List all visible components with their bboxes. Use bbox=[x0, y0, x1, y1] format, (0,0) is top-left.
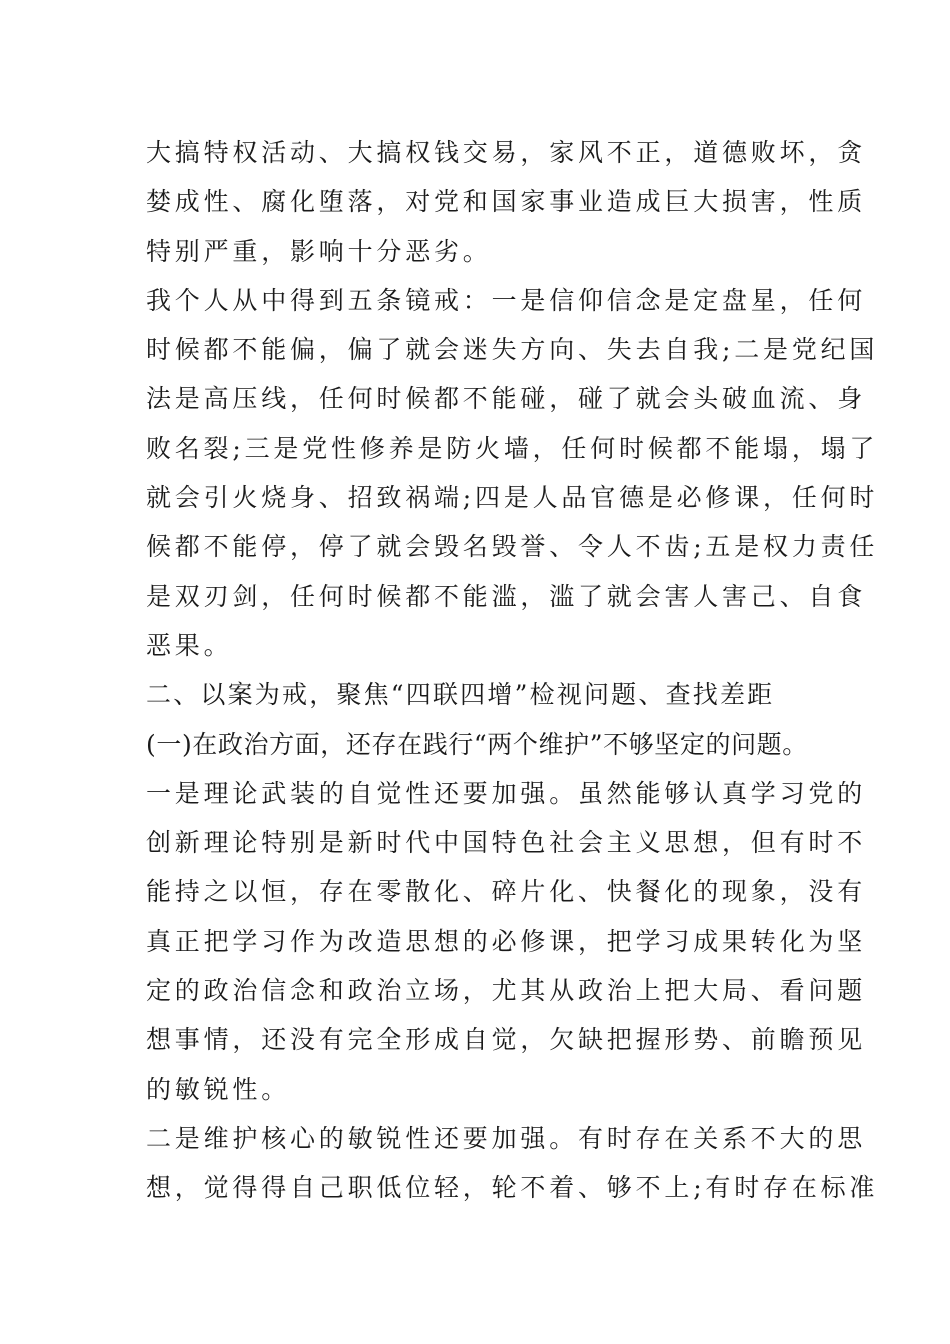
text-line: 大搞特权活动、大搞权钱交易，家风不正，道德败坏，贪 bbox=[146, 138, 867, 167]
text-line: 定的政治信念和政治立场，尤其从政治上把大局、看问题 bbox=[146, 976, 867, 1006]
text-line: 就会引火烧身、招致祸端;四是人品官德是必修课，任何时 bbox=[146, 483, 879, 513]
subsection-heading: (一)在政治方面，还存在践行“两个维护”不够坚定的问题。 bbox=[146, 729, 808, 759]
text-line: 是双刃剑，任何时候都不能滥，滥了就会害人害己、自食 bbox=[146, 581, 867, 611]
text-line: 二是维护核心的敏锐性还要加强。有时存在关系不大的思 bbox=[146, 1123, 867, 1153]
text-line: 婪成性、腐化堕落，对党和国家事业造成巨大损害，性质 bbox=[146, 187, 867, 217]
text-line: 想，觉得得自己职低位轻，轮不着、够不上;有时存在标准 bbox=[146, 1173, 879, 1203]
text-line: 败名裂;三是党性修养是防火墙，任何时候都不能塌，塌了 bbox=[146, 433, 879, 463]
text-line: 真正把学习作为改造思想的必修课，把学习成果转化为坚 bbox=[146, 926, 867, 956]
text-line: 特别严重，影响十分恶劣。 bbox=[146, 236, 492, 266]
text-line: 一是理论武装的自觉性还要加强。虽然能够认真学习党的 bbox=[146, 778, 867, 808]
text-line: 我个人从中得到五条镜戒：一是信仰信念是定盘星，任何 bbox=[146, 285, 867, 315]
section-heading: 二、以案为戒，聚焦“四联四增”检视问题、查找差距 bbox=[146, 680, 775, 710]
text-line: 的敏锐性。 bbox=[146, 1074, 291, 1104]
text-line: 恶果。 bbox=[146, 630, 233, 660]
text-line: 时候都不能偏，偏了就会迷失方向、失去自我;二是党纪国 bbox=[146, 335, 879, 365]
text-line: 候都不能停，停了就会毁名毁誉、令人不齿;五是权力责任 bbox=[146, 532, 879, 562]
document-body bbox=[146, 128, 879, 1213]
text-line: 法是高压线，任何时候都不能碰，碰了就会头破血流、身 bbox=[146, 384, 867, 414]
text-line: 想事情，还没有完全形成自觉，欠缺把握形势、前瞻预见 bbox=[146, 1025, 867, 1055]
text-line: 能持之以恒，存在零散化、碎片化、快餐化的现象，没有 bbox=[146, 877, 867, 907]
text-line: 创新理论特别是新时代中国特色社会主义思想，但有时不 bbox=[146, 828, 867, 858]
